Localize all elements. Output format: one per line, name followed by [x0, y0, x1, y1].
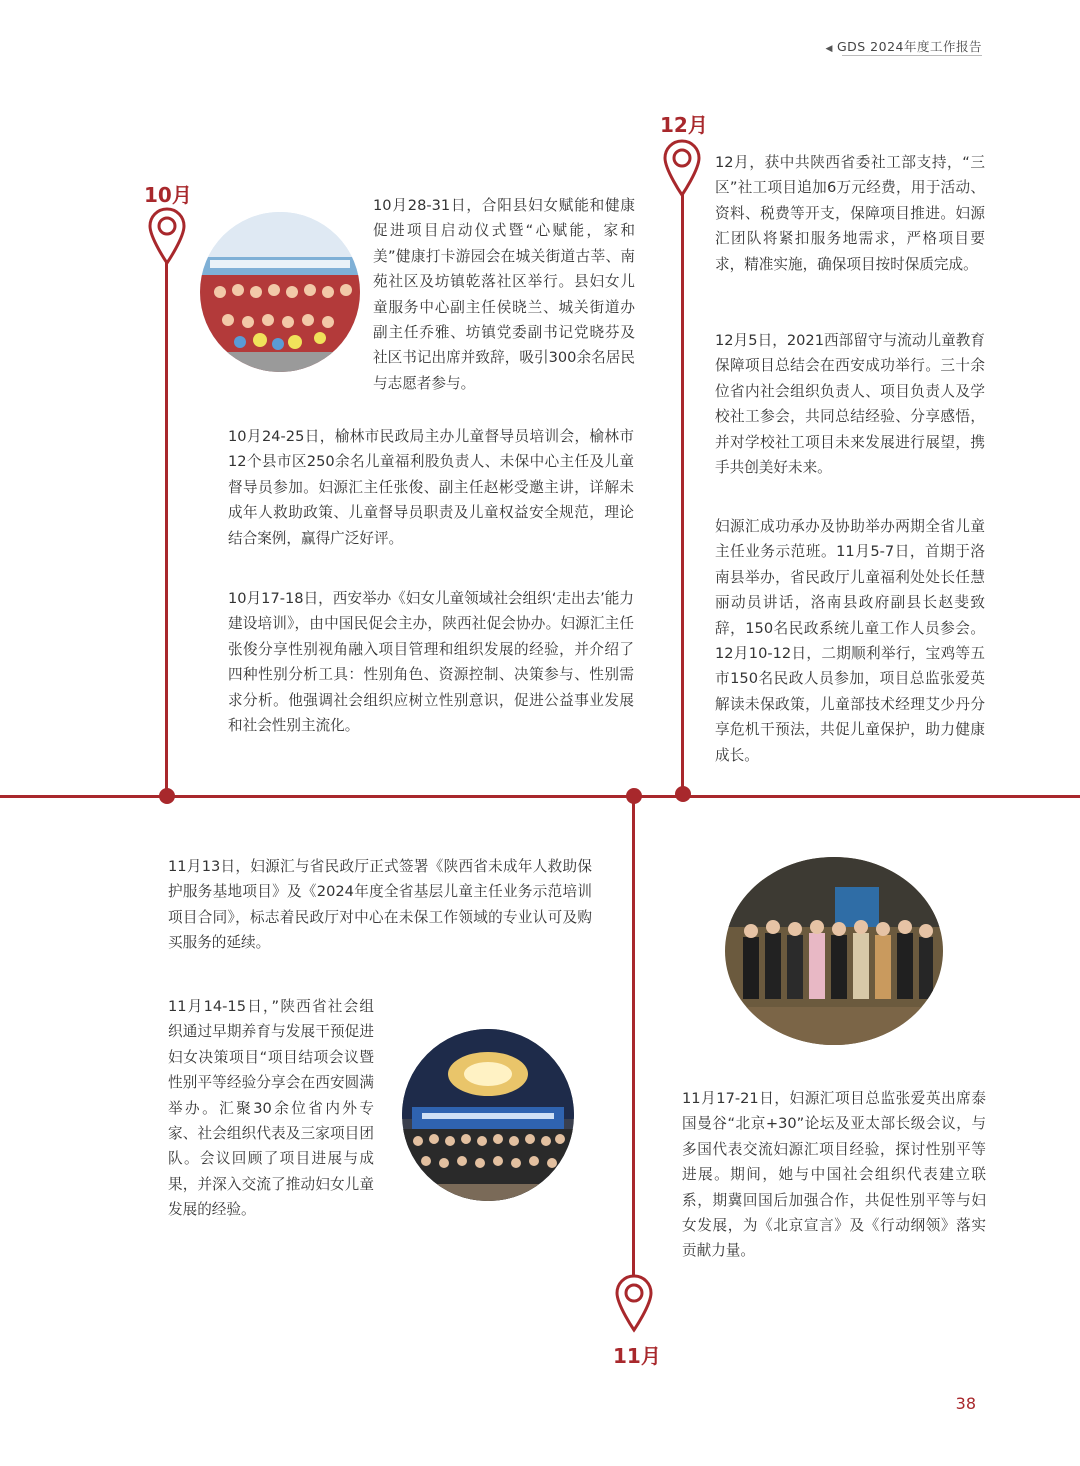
nov-paragraph-2: 11月14-15日，”陕西省社会组织通过早期养育与发展干预促进妇女决策项目“项目结项会议暨性别平等经验分享会在西安圆满举办。汇聚30余位省内外专家、社会组织代表及三家项目团队。会议回顾了项目进展与成果，并深入交流了推动妇女儿童发展的经验。 — [168, 998, 374, 1219]
timeline-dot — [626, 788, 642, 804]
report-title: GDS 2024年度工作报告 — [836, 39, 982, 54]
event-photo-conference — [402, 1029, 574, 1201]
oct-paragraph-3: 10月17-18日，西安举办《妇女儿童领域社会组织‘走出去’能力建设培训》，由中国民促会主办，陕西社促会协办。妇源汇主任张俊分享性别视角融入项目管理和组织发展的经验，并介绍了四种性别分析工具：性别角色、资源控制、决策参与、性别需求分析。他强调社会组织应树立性别意识，促进公益事业发展和社会性别主流化。 — [228, 590, 634, 735]
month-label-october: 10月 — [144, 183, 192, 207]
nov-paragraph-3: 11月17-21日，妇源汇项目总监张爱英出席泰国曼谷“北京+30”论坛及亚太部长级会议，与多国代表交流妇源汇项目经验，探讨性别平等进展。期间，她与中国社会组织代表建立联系，期冀回国后加强合作，共促性别平等与妇女发展，为《北京宣言》及《行动纲领》落实贡献力量。 — [682, 1090, 986, 1260]
event-photo-october — [200, 212, 360, 372]
oct-paragraph-1: 10月28-31日，合阳县妇女赋能和健康促进项目启动仪式暨“心赋能，家和美”健康打卡游园会在城关街道古莘、南苑社区及坊镇乾落社区举行。县妇女儿童服务中心副主任侯晓兰、城关街道办副主任乔雅、坊镇党委副书记党晓芬及社区书记出席并致辞，吸引300余名居民与志愿者参与。 — [373, 197, 635, 392]
location-pin-icon — [663, 139, 701, 203]
report-header — [826, 37, 982, 55]
nov-paragraph-1: 11月13日，妇源汇与省民政厅正式签署《陕西省未成年人救助保护服务基地项目》及《2024年度全省基层儿童主任业务示范培训项目合同》，标志着民政厅对中心在未保工作领域的专业认可及购买服务的延续。 — [168, 858, 592, 952]
event-photo-bangkok — [725, 857, 943, 1045]
timeline-dec-vertical — [681, 192, 684, 797]
timeline-oct-vertical — [165, 262, 168, 797]
month-label-december: 12月 — [660, 113, 708, 137]
timeline-nov-vertical — [632, 796, 635, 1276]
oct-paragraph-2: 10月24-25日，榆林市民政局主办儿童督导员培训会，榆林市12个县市区250余名儿童福利股负责人、未保中心主任及儿童督导员参加。妇源汇主任张俊、副主任赵彬受邀主讲，详解未成年人救助政策、儿童督导员职责及儿童权益安全规范，理论结合案例，赢得广泛好评。 — [228, 428, 634, 547]
month-label-november: 11月 — [613, 1344, 661, 1368]
dec-paragraph-3: 妇源汇成功承办及协助举办两期全省儿童主任业务示范班。11月5-7日，首期于洛南县举办，省民政厅儿童福利处处长任慧丽动员讲话，洛南县政府副县长赵斐致辞，150名民政系统儿童工作人员参会。12月10-12日，二期顺利举行，宝鸡等五市150名民政人员参加，项目总监张爱英解读未保政策，儿童部技术经理艾少丹分享危机干预法，共促儿童保护，助力健康成长。 — [715, 518, 985, 764]
timeline-dot — [675, 786, 691, 802]
location-pin-icon — [615, 1274, 653, 1338]
dec-paragraph-1: 12月，获中共陕西省委社工部支持，“三区”社工项目追加6万元经费，用于活动、资料、税费等开支，保障项目推进。妇源汇团队将紧扣服务地需求，严格项目要求，精准实施，确保项目按时保质完成。 — [715, 154, 985, 273]
header-underline — [842, 55, 982, 56]
timeline-dot — [159, 788, 175, 804]
triangle-left-icon: ◀ — [825, 44, 833, 54]
dec-paragraph-2: 12月5日，2021西部留守与流动儿童教育保障项目总结会在西安成功举行。三十余位省内社会组织负责人、项目负责人及学校社工参会，共同总结经验、分享感悟，并对学校社工项目未来发展进行展望，携手共创美好未来。 — [715, 332, 985, 477]
page-number: 38 — [955, 1394, 976, 1413]
location-pin-icon — [148, 207, 186, 271]
